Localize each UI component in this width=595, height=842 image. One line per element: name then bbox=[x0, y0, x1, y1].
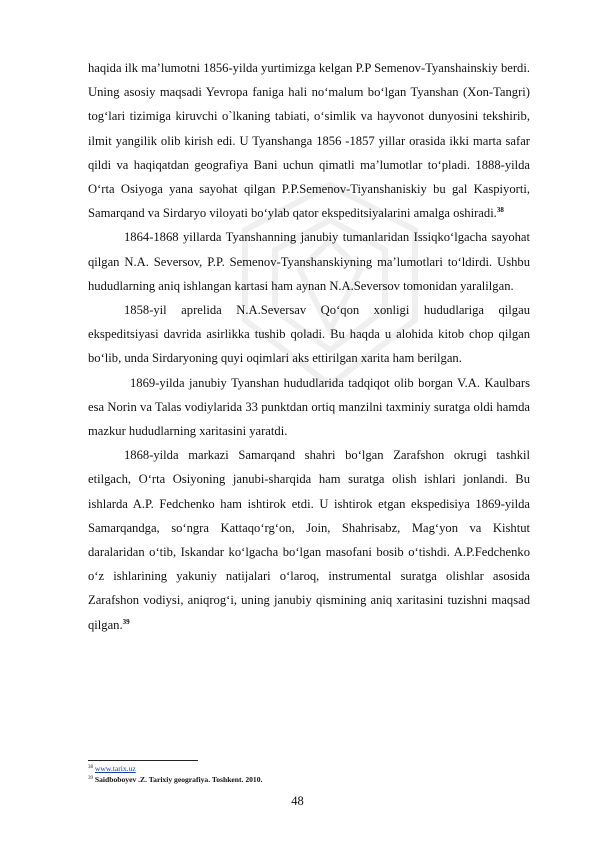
footnote-number: 39 bbox=[88, 776, 93, 781]
footnote-ref-39[interactable]: 39 bbox=[122, 617, 130, 626]
body-text bbox=[88, 56, 530, 637]
footnote-ref-38[interactable]: 38 bbox=[496, 206, 504, 215]
paragraph-5: 1868-yilda markazi Samarqand shahri bo‘lgan Zarafshon okrugi tashkil etilgach, O‘rta Osiyoning janubi-sharqida ham suratga olish ishlari jonlandi. Bu ishlarda A.P. Fedchenko ham ishtirok etdi. U ishtirok etgan ekspedisiya 1869-yilda Samarqandga, so‘ngra Kattaqo‘rg‘on, Join, Shahrisabz, Mag‘yon va Kishtut daralaridan o‘tib, Iskandar ko‘lgacha bo‘lgan masofani bosib o‘tishdi. A.P.Fedchenko o‘z ishlarining yakuniy natijalari o‘laroq, instrumental suratga olishlar asosida Zarafshon vodiysi, aniqrog‘i, uning janubiy qismining aniq xaritasini tuzishni maqsad qilgan.$^{39}$ bbox=[88, 448, 530, 632]
footnote-link[interactable]: www.tarix.uz bbox=[94, 764, 136, 773]
footnotes bbox=[88, 763, 530, 785]
footnote-number: 38 bbox=[88, 765, 93, 770]
page-number: 48 bbox=[291, 794, 304, 808]
footnote-separator bbox=[88, 760, 198, 761]
footnote-39 bbox=[88, 774, 530, 785]
paragraph-2: 1864-1868 yillarda Tyanshanning janubiy tumanlaridan Issiqko‘lgacha sayohat qilgan N.A. Seversov, P.P. Semenov-Tyanshanskiyning ma’lumotlari to‘ldirdi. Ushbu hududlarning aniq ishlangan kartasi ham aynan N.A.Seversov tomonidan yaralilgan. bbox=[88, 230, 530, 293]
paragraph-1: haqida ilk ma’lumotni 1856-yilda yurtimizga kelgan P.P Semenov-Tyanshainskiy berdi. Uning asosiy maqsadi Yevropa faniga hali no‘malum bo‘lgan Tyanshan (Xon-Tangri) tog‘lari tizimiga kiruvchi o`lkaning tabiati, o‘simlik va hayvonot dunyosini tekshirib, ilmit yangilik olib kirish edi. U Tyanshanga 1856 -1857 yillar orasida ikki marta safar qildi va haqiqatdan geografiya Bani uchun qimatli ma’lumotlar to‘pladi. 1888-yilda O‘rta Osiyoga yana sayohat qilgan P.P.Semenov-Tiyanshaniskiy bu gal Kaspiyorti, Samarqand va Sirdaryo viloyati bo‘ylab qator ekspeditsiyalarini amalga oshiradi.$^{38}$ bbox=[88, 61, 530, 221]
footnote-38 bbox=[88, 763, 530, 774]
footnote-text: Saidboboyev .Z. Tarixiy geografiya. Toshkent. 2010. bbox=[94, 775, 263, 784]
paragraph-4: 1869-yilda janubiy Tyanshan hududlarida tadqiqot olib borgan V.A. Kaulbars esa Norin va Talas vodiylarida 33 punktdan ortiq manzilni taxminiy suratga oldi hamda mazkur hududlarning xaritasini yaratdi. bbox=[88, 375, 530, 439]
paragraph-3: 1858-yil aprelida N.A.Seversav Qo‘qon xonligi hududlariga qilgau ekspeditsiyasi davrida asirlikka tushib qoladi. Bu haqda u alohida kitob chop qilgan bo‘lib, unda Sirdaryoning quyi oqimlari aks ettirilgan xarita ham berilgan. bbox=[88, 303, 530, 366]
